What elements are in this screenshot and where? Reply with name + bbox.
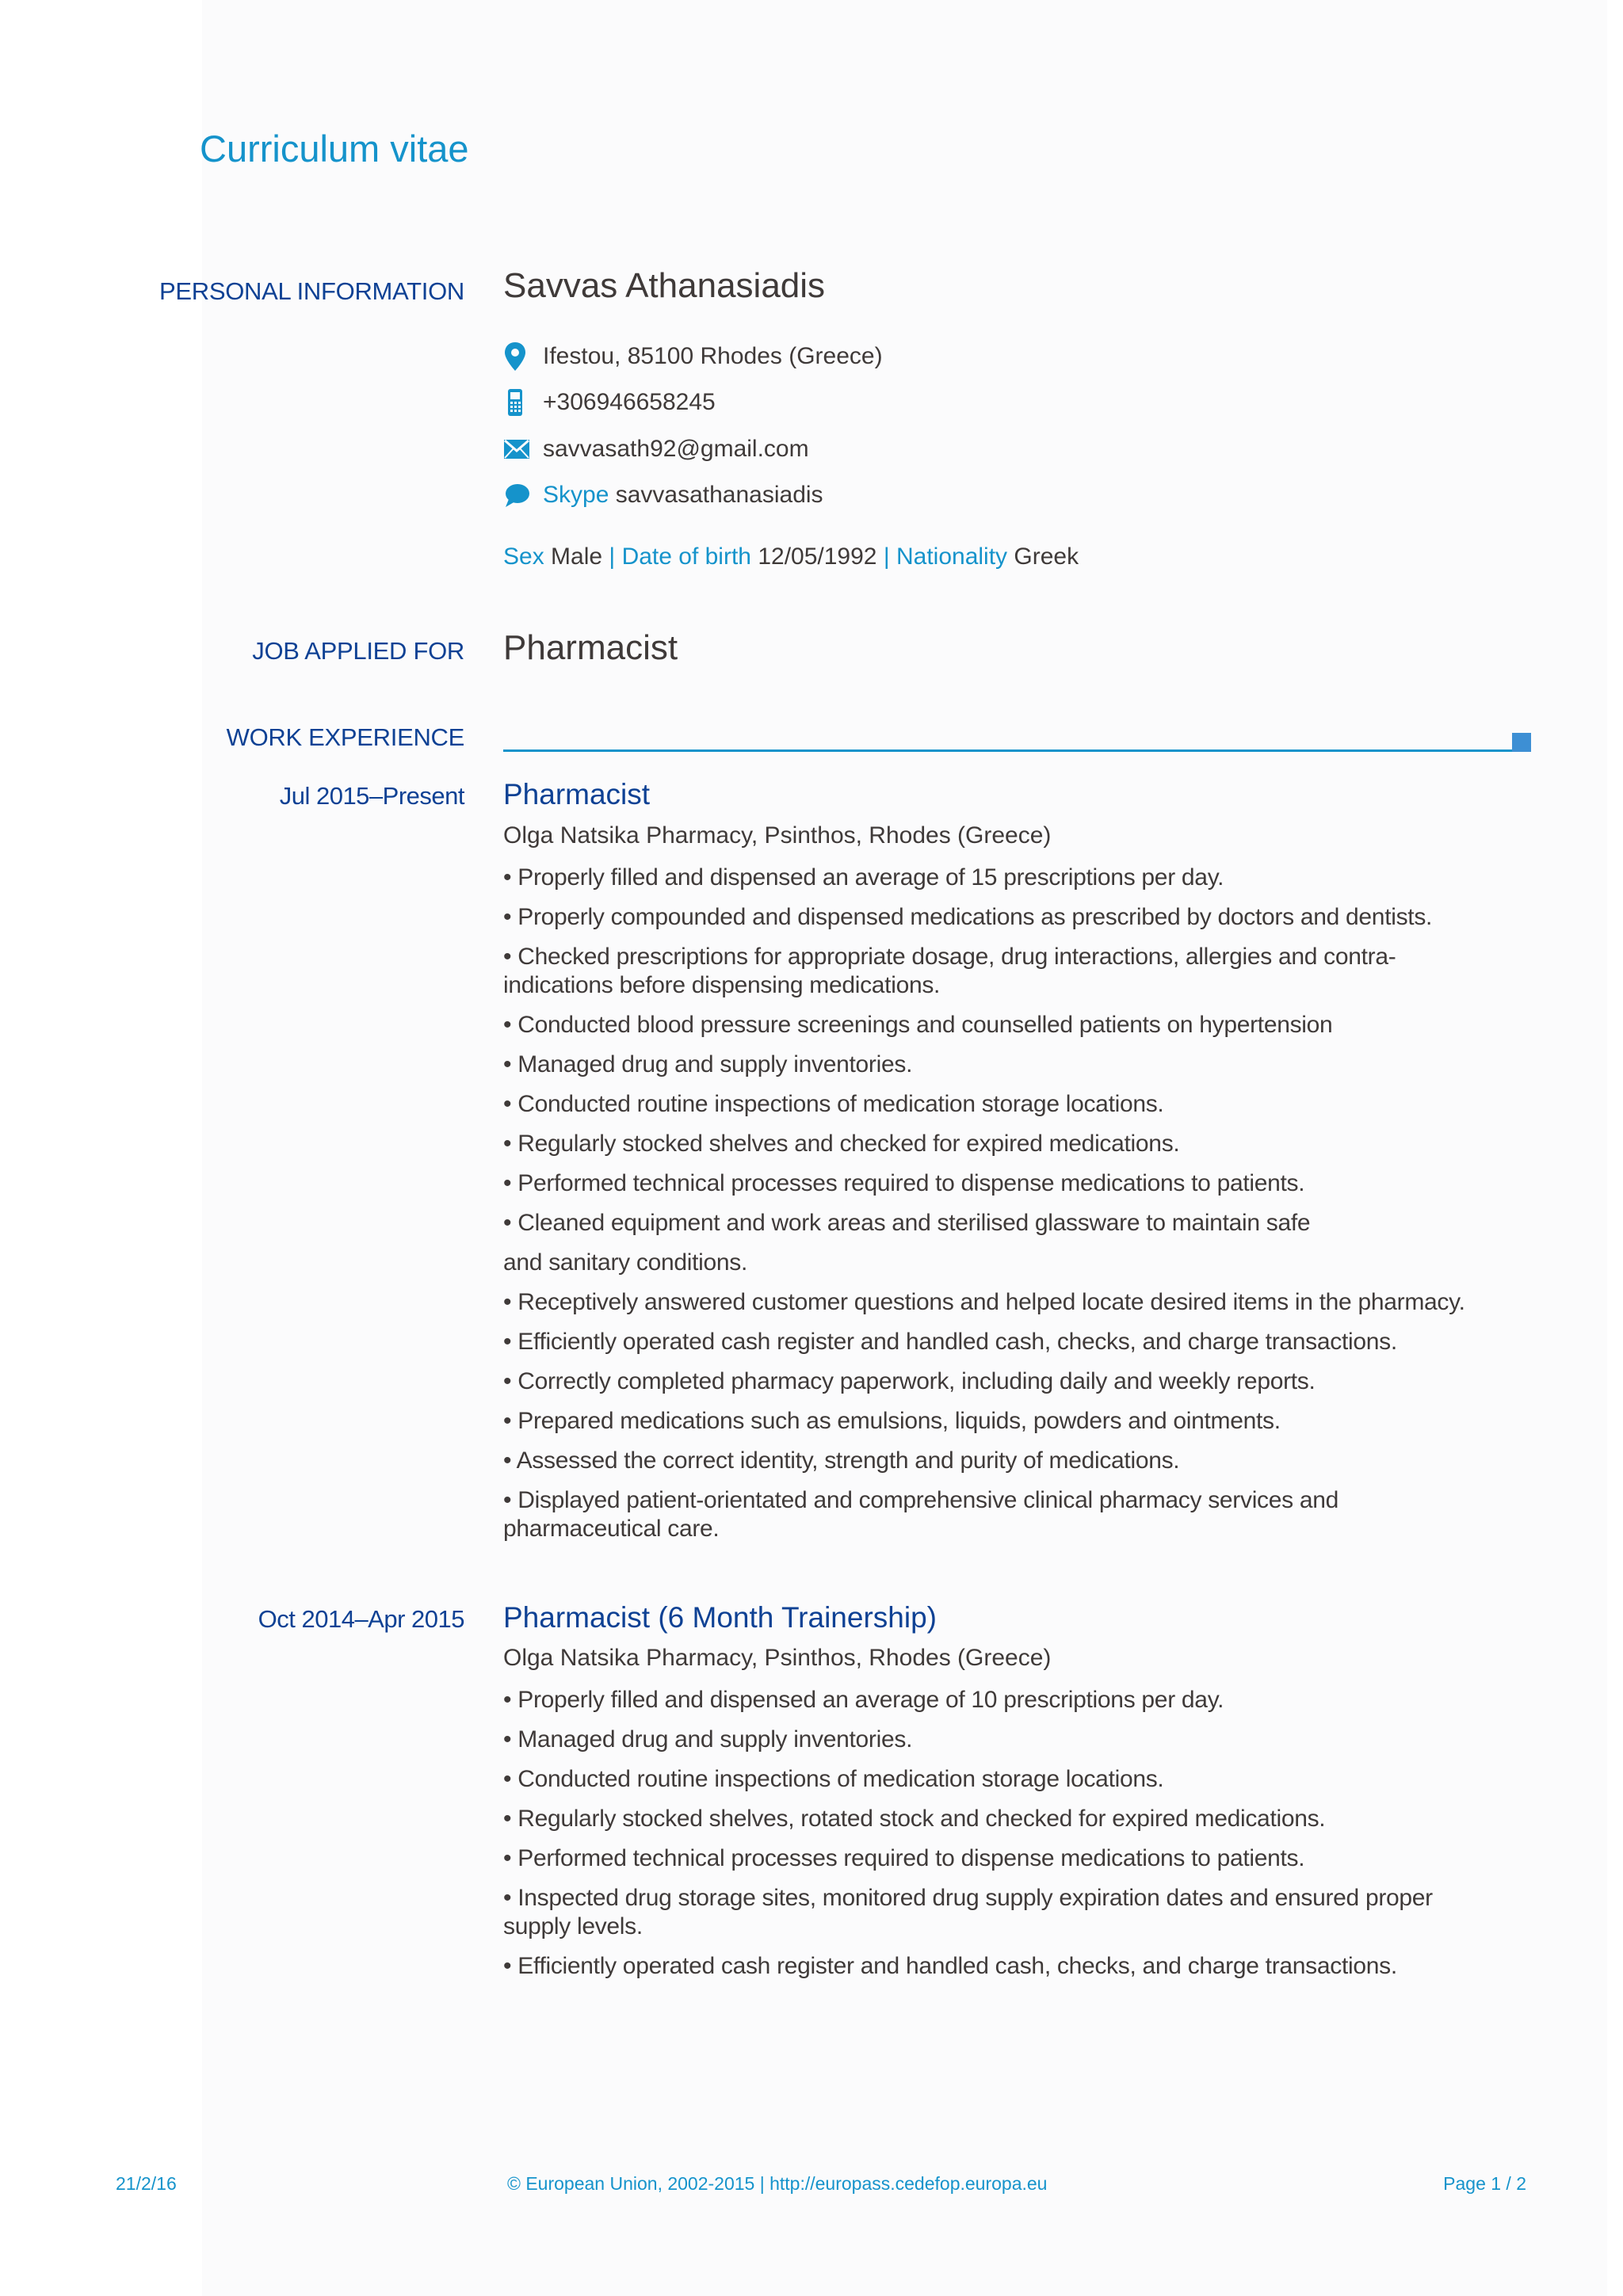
job-applied-heading: JOB APPLIED FOR <box>252 637 464 665</box>
job-duties-list <box>503 1686 1498 1992</box>
employer: Olga Natsika Pharmacy, Psinthos, Rhodes (Greece) <box>503 822 1052 849</box>
list-item: • Conducted routine inspections of medication storage locations. <box>503 1766 1164 1792</box>
skype-label: Skype <box>543 482 609 508</box>
chat-bubble-icon <box>503 479 532 511</box>
nationality-value: Greek <box>1014 543 1079 570</box>
employer: Olga Natsika Pharmacy, Psinthos, Rhodes (Greece) <box>503 1645 1052 1671</box>
footer-copyright[interactable]: © European Union, 2002-2015 | http://europass.cedefop.europa.eu <box>507 2173 1048 2194</box>
job-title: Pharmacist (6 Month Trainership) <box>503 1601 937 1634</box>
address-text: Ifestou, 85100 Rhodes (Greece) <box>543 343 883 369</box>
list-item: • Performed technical processes required to dispense medications to patients. <box>503 1845 1305 1871</box>
list-item: • Performed technical processes required to dispense medications to patients. <box>503 1170 1305 1196</box>
address-row <box>503 339 883 374</box>
section-divider <box>503 749 1512 752</box>
list-item: • Efficiently operated cash register and handled cash, checks, and charge transactions. <box>503 1953 1397 1979</box>
list-item: • Managed drug and supply inventories. <box>503 1726 913 1753</box>
dob-label: Date of birth <box>621 543 751 570</box>
list-item: • Properly filled and dispensed an average of 15 prescriptions per day. <box>503 864 1224 891</box>
job-dates: Oct 2014–Apr 2015 <box>258 1605 464 1633</box>
list-item: • Efficiently operated cash register and handled cash, checks, and charge transactions. <box>503 1329 1397 1355</box>
mobile-phone-icon <box>503 387 532 418</box>
separator: | <box>883 543 890 570</box>
list-item: • Assessed the correct identity, strength and purity of medications. <box>503 1447 1180 1474</box>
list-item: • Correctly completed pharmacy paperwork, including daily and weekly reports. <box>503 1368 1316 1394</box>
footer-date: 21/2/16 <box>116 2173 177 2194</box>
dob-value: 12/05/1992 <box>758 543 877 570</box>
phone-row <box>503 385 716 420</box>
nationality-label: Nationality <box>896 543 1008 570</box>
sex-label: Sex <box>503 543 544 570</box>
list-item: • Managed drug and supply inventories. <box>503 1051 913 1077</box>
page-title: Curriculum vitae <box>200 128 469 170</box>
list-item: • Receptively answered customer questions and helped locate desired items in the pharmacy. <box>503 1289 1465 1315</box>
email-text[interactable]: savvasath92@gmail.com <box>543 436 809 462</box>
job-duties-list <box>503 864 1498 1554</box>
list-item: • Properly filled and dispensed an average of 10 prescriptions per day. <box>503 1687 1224 1713</box>
personal-details-line <box>503 543 1079 570</box>
skype-handle[interactable]: savvasathanasiadis <box>615 482 823 508</box>
work-experience-heading: WORK EXPERIENCE <box>226 723 464 751</box>
list-item: • Checked prescriptions for appropriate dosage, drug interactions, allergies and contra-indications before dispensing medications. <box>503 944 1396 998</box>
list-item: • Displayed patient-orientated and comprehensive clinical pharmacy services and pharmaceutical care. <box>503 1487 1339 1542</box>
footer-page-number: Page 1 / 2 <box>1443 2173 1526 2194</box>
list-item: • Regularly stocked shelves, rotated stock and checked for expired medications. <box>503 1806 1326 1832</box>
list-item: • Conducted blood pressure screenings and counselled patients on hypertension <box>503 1012 1333 1038</box>
email-row <box>503 432 809 467</box>
job-dates: Jul 2015–Present <box>279 782 464 810</box>
list-item: • Cleaned equipment and work areas and sterilised glassware to maintain safe <box>503 1210 1311 1236</box>
sex-value: Male <box>551 543 603 570</box>
envelope-icon <box>503 433 532 465</box>
personal-information-heading: PERSONAL INFORMATION <box>159 277 464 305</box>
list-item: • Regularly stocked shelves and checked for expired medications. <box>503 1131 1180 1157</box>
skype-row <box>503 478 823 513</box>
job-title: Pharmacist <box>503 778 651 810</box>
list-item: and sanitary conditions. <box>503 1249 747 1276</box>
location-pin-icon <box>503 341 532 372</box>
list-item: • Inspected drug storage sites, monitored drug supply expiration dates and ensured proper supply levels. <box>503 1885 1433 1939</box>
phone-text[interactable]: +306946658245 <box>543 389 716 415</box>
list-item: • Prepared medications such as emulsions, liquids, powders and ointments. <box>503 1408 1281 1434</box>
list-item: • Conducted routine inspections of medication storage locations. <box>503 1091 1164 1117</box>
list-item: • Properly compounded and dispensed medications as prescribed by doctors and dentists. <box>503 904 1433 930</box>
section-divider-marker <box>1512 733 1531 752</box>
job-applied-title: Pharmacist <box>503 628 678 667</box>
applicant-name: Savvas Athanasiadis <box>503 266 826 305</box>
separator: | <box>609 543 616 570</box>
